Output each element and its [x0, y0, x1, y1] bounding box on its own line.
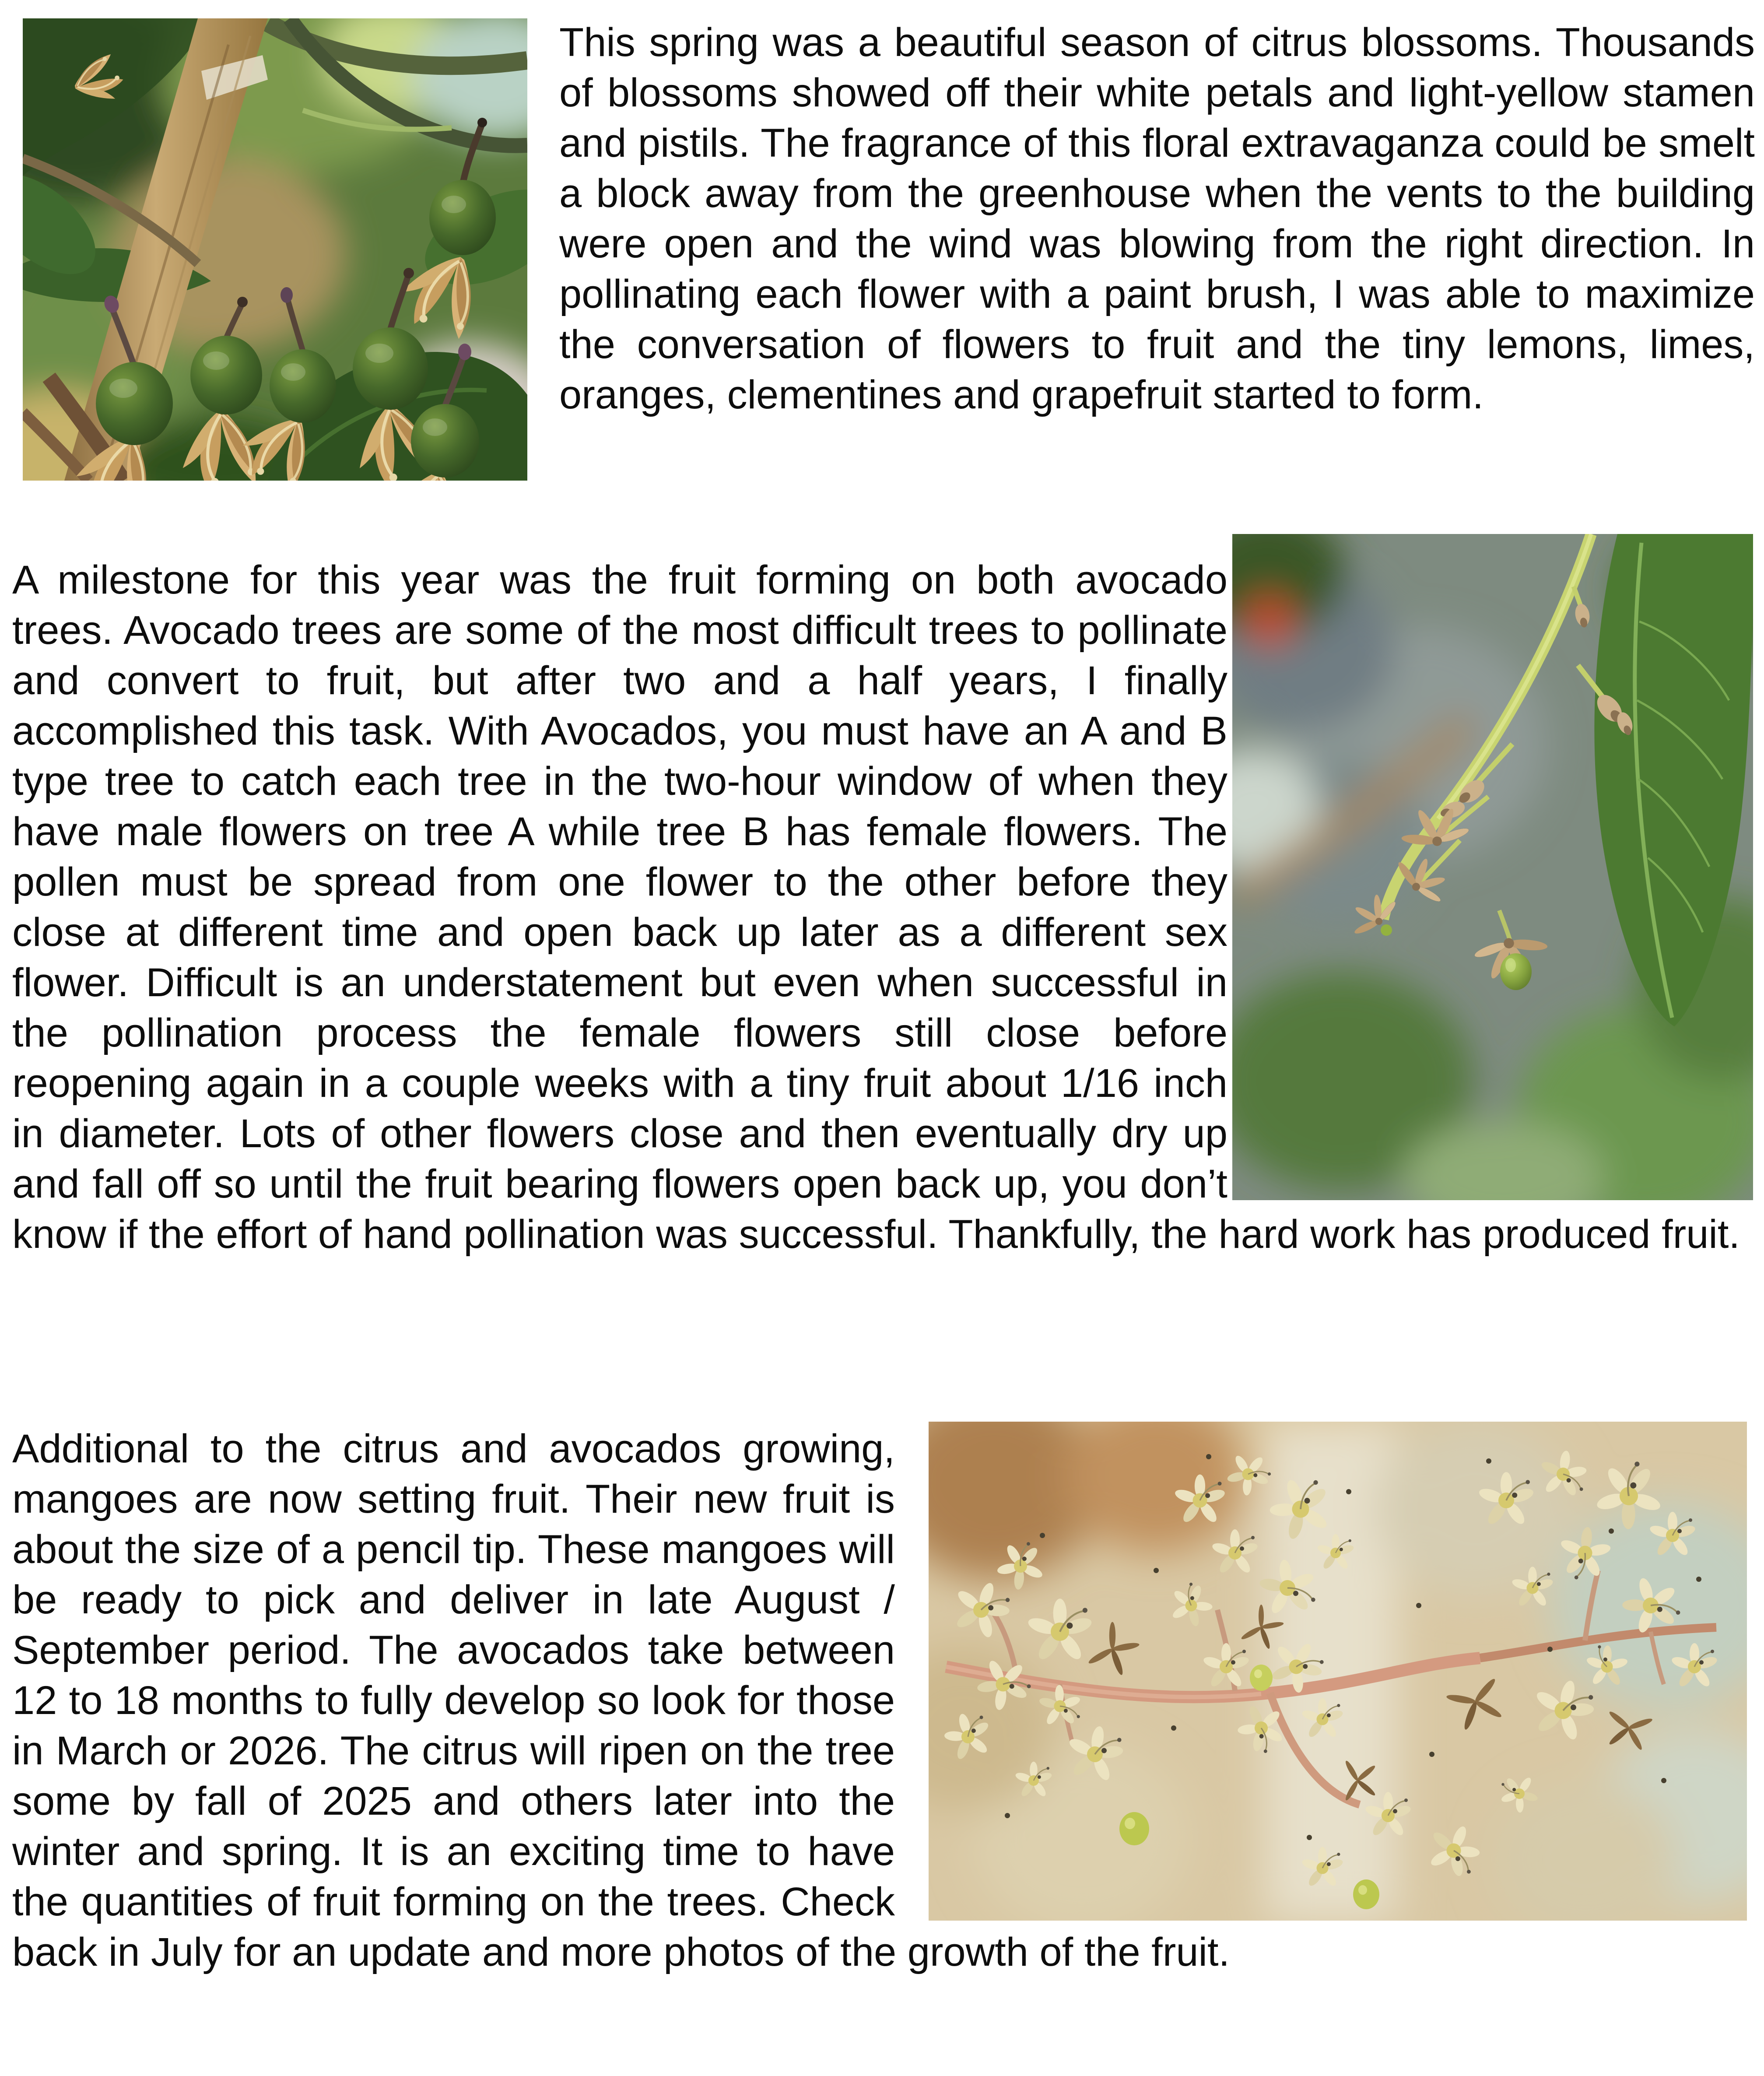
paragraph-citrus: This spring was a beautiful season of citrus blossoms. Thousands of blossoms showed off their white petals and light-yellow stamen and pistils. The fragrance of this floral extravaganza could be smelt a block away from the greenhouse when the vents to the building were open and the wind was blowing from the right direction. In pollinating each flower with a paint brush, I was able to maximize the conversation of flowers to fruit and the tiny lemons, limes, oranges, clementines and grapefruit started to form. [559, 20, 1755, 417]
mango-photo-illustration [929, 1422, 1747, 1921]
citrus-photo-illustration [23, 18, 527, 481]
avocado-photo-illustration [1232, 534, 1753, 1200]
paragraph-avocado: A milestone for this year was the fruit forming on both avocado trees. Avocado trees are some of the most difficult trees to pollinate and convert to fruit, but after two and a half years, I finally accomplished this task. With Avocados, you must have an A and B type tree to catch each tree in the two-hour window of when they have male flowers on tree A while tree B has female flowers. The pollen must be spread from one flower to the other before they close at different time and open back up later as a different sex flower. Difficult is an understatement but even when successful in the pollination process the female flowers still close before reopening again in a couple weeks with a tiny fruit about 1/16 inch in diameter. Lots of other flowers close and then eventually dry up and fall off so until the fruit bearing flowers open back up, you don’t know if the effort of hand pollination was successful. Thankfully, the hard work has produced fruit. [12, 558, 1740, 1257]
section-citrus [12, 18, 1755, 502]
section-avocado [12, 555, 1755, 1314]
section-mango [12, 1424, 1755, 2032]
photo-citrus-fruit [23, 18, 527, 481]
photo-mango-flowers [929, 1422, 1747, 1921]
paragraph-mango: Additional to the citrus and avocados growing, mangoes are now setting fruit. Their new fruit is about the size of a pencil tip. These mangoes will be ready to pick and deliver in late August / September period. The avocados take between 12 to 18 months to fully develop so look for those in March or 2026. The citrus will ripen on the tree some by fall of 2025 and others later into the winter and spring. It is an exciting time to have the quantities of fruit forming on the trees. Check back in July for an update and more photos of the growth of the fruit. [12, 1426, 1230, 1974]
photo-avocado-flowers [1232, 534, 1753, 1200]
